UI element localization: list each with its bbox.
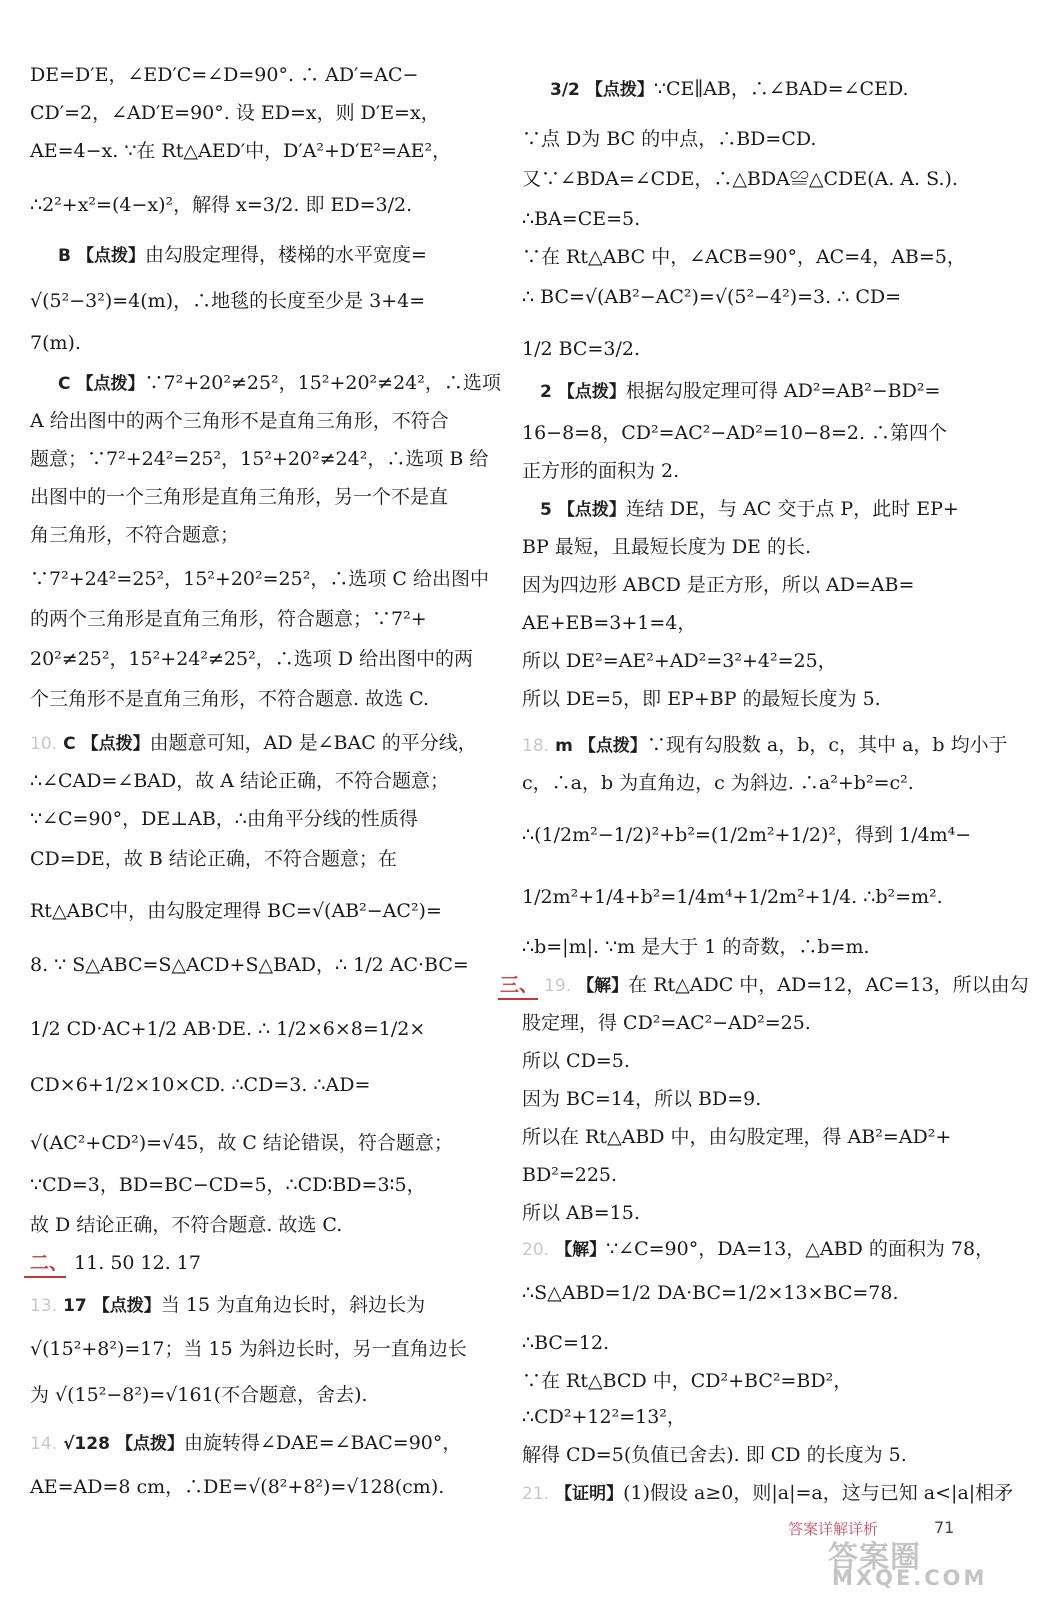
text-line: 股定理，得 CD²=AC²−AD²=25. [522,1012,811,1034]
text-line: 由勾股定理得，楼梯的水平宽度= [145,244,427,266]
answer-number: √128 [63,1434,110,1454]
text-line: CD=DE，故 B 结论正确，不符合题意；在 [30,848,397,870]
hint-tag: 【点拨】 [557,382,626,402]
text-line: ∵在 Rt△ABC 中，∠ACB=90°，AC=4，AB=5， [522,246,966,268]
hint-tag: 【点拨】 [76,374,145,394]
hint-tag: 【点拨】 [81,734,150,754]
text-line: 的两个三角形是直角三角形，符合题意；∵7²+ [30,608,427,630]
footer-label: 答案详解详析 [788,1520,879,1538]
text-line: ∵现有勾股数 a，b，c，其中 a，b 均小于 [646,734,1008,756]
text-line: 正方形的面积为 2. [522,460,680,482]
hint-tag: 【点拨】 [115,1434,184,1454]
text-line: 当 15 为直角边长时，斜边长为 [160,1294,426,1316]
text-line: ∵7²+20²≠25²，15²+20²≠24²，∴选项 [144,372,501,394]
text-line: ∴2²+x²=(4−x)²，解得 x=3/2. 即 ED=3/2. [30,194,413,216]
text-line: ∴S△ABD=1/2 DA·BC=1/2×13×BC=78. [522,1282,899,1304]
text-line: 故 D 结论正确，不符合题意. 故选 C. [30,1214,343,1236]
text-line: ∴BC=12. [522,1332,610,1354]
hint-tag: 【点拨】 [578,736,647,756]
text-line: ∴BA=CE=5. [522,208,641,230]
answer-number: 3/2 [550,80,580,100]
text-line: ∵CD=3，BD=BC−CD=5，∴CD∶BD=3∶5， [30,1174,426,1196]
site-watermark [822,1532,1032,1590]
text-line: 为 √(15²−8²)=√161(不合题意，舍去). [30,1384,368,1406]
text-line: 1/2 BC=3/2. [522,338,641,360]
hint-tag: 【点拨】 [92,1296,161,1316]
solution-tag: 【解】 [577,976,629,996]
text-line: BD²=225. [522,1164,618,1186]
text-line: 由题意可知，AD 是∠BAC 的平分线， [149,732,477,754]
text-line: ∴ BC=√(AB²−AC²)=√(5²−4²)=3. ∴ CD= [522,286,902,308]
text-line: 出图中的一个三角形是直角三角形，另一个不是直 [30,486,449,508]
answer-number: m [555,736,573,756]
text-line: ∵点 D为 BC 的中点，∴BD=CD. [522,128,817,150]
text-line: 所以 DE=5，即 EP+BP 的最短长度为 5. [522,688,881,710]
text-line: c，∴a，b 为直角边，c 为斜边. ∴a²+b²=c². [522,772,914,794]
text-line: √(AC²+CD²)=√45，故 C 结论错误，符合题意； [30,1132,453,1154]
hint-tag: 【点拨】 [585,80,654,100]
text-line: 根据勾股定理可得 AD²=AB²−BD²= [625,380,941,402]
text-line: DE=D′E，∠ED′C=∠D=90°. ∴ AD′=AC− [30,64,419,86]
text-line: AE+EB=3+1=4， [522,612,697,634]
text-line: 7(m). [30,332,81,354]
answer-index: 21. [522,1484,550,1504]
text-line: 题意；∵7²+24²=25²，15²+20²≠24²，∴选项 B 给 [30,448,489,470]
answer-index: 14. [30,1434,58,1454]
answer-number: C [58,374,71,394]
answer-index: 10. [30,734,58,754]
hint-tag: 【点拨】 [557,500,626,520]
text-line: CD′=2，∠AD′E=90°. 设 ED=x，则 D′E=x， [30,102,440,124]
text-line: 连结 DE，与 AC 交于点 P，此时 EP+ [625,498,959,520]
answer-number: 17 [63,1296,87,1316]
text-line: 因为四边形 ABCD 是正方形，所以 AD=AB= [522,574,915,596]
text-line: (1)假设 a≥0，则|a|=a，这与已知 a<|a|相矛 [623,1482,1014,1504]
answer-index: 18. [522,736,550,756]
text-line: ∵∠C=90°，DA=13，△ABD 的面积为 78， [606,1238,995,1260]
text-line: AE=AD=8 cm，∴DE=√(8²+8²)=√128(cm). [30,1476,445,1498]
text-line: 由旋转得∠DAE=∠BAC=90°， [183,1432,462,1454]
text-line: 所以在 Rt△ABD 中，由勾股定理，得 AB²=AD²+ [522,1126,952,1148]
watermark-url: MXQE.COM [832,1566,988,1590]
text-line: 1/2m²+1/4+b²=1/4m⁴+1/2m²+1/4. ∴b²=m². [522,886,943,908]
hint-tag: 【点拨】 [77,246,146,266]
text-line: ∴∠CAD=∠BAD，故 A 结论正确，不符合题意； [30,770,450,792]
text-line: 角三角形，不符合题意； [30,524,240,546]
solution-tag: 【解】 [555,1240,607,1260]
text-line: 1/2 CD·AC+1/2 AB·DE. ∴ 1/2×6×8=1/2× [30,1018,426,1040]
text-line: √(15²+8²)=17；当 15 为斜边长时，另一直角边长 [30,1338,467,1360]
page-number: 71 [934,1518,955,1537]
text-line: 20²≠25²，15²+24²≠25²，∴选项 D 给出图中的两 [30,648,474,670]
section-number: 二、 [30,1252,69,1274]
text-line: 8. ∵ S△ABC=S△ACD+S△BAD，∴ 1/2 AC·BC= [30,954,469,976]
text-line: 所以 AB=15. [522,1202,640,1224]
text-line: CD×6+1/2×10×CD. ∴CD=3. ∴AD= [30,1074,371,1096]
text-line: ∴b=|m|. ∵m 是大于 1 的奇数，∴b=m. [522,936,870,958]
text-line: AE=4−x. ∵在 Rt△AED′中，D′A²+D′E²=AE²， [30,140,452,162]
text-line: 在 Rt△ADC 中，AD=12，AC=13，所以由勾 [628,974,1029,996]
text-line: 因为 BC=14，所以 BD=9. [522,1088,762,1110]
text-line: ∴CD²+12²=13²， [522,1406,686,1428]
text-line: BP 最短，且最短长度为 DE 的长. [522,536,812,558]
answer-number: B [58,246,71,266]
text-line: ∵∠C=90°，DE⊥AB，∴由角平分线的性质得 [30,808,418,830]
text-line: 所以 CD=5. [522,1050,630,1072]
text-line: ∵在 Rt△BCD 中，CD²+BC²=BD²， [522,1370,853,1392]
text-line: ∵CE∥AB，∴∠BAD=∠CED. [653,78,909,100]
section-underline [498,998,538,1000]
section-underline [24,1276,66,1278]
proof-tag: 【证明】 [555,1484,624,1504]
text-line: ∴(1/2m²−1/2)²+b²=(1/2m²+1/2)²，得到 1/4m⁴− [522,824,972,846]
text-line: 又∵∠BDA=∠CDE，∴△BDA≌△CDE(A. A. S.). [522,168,958,190]
section-number: 三、 [500,974,539,996]
text-line: 所以 DE²=AE²+AD²=3²+4²=25， [522,650,837,672]
answer-number: C [63,734,76,754]
text-line: 11. 50 12. 17 [74,1252,201,1274]
text-line: 解得 CD=5(负值已舍去). 即 CD 的长度为 5. [522,1444,907,1466]
answer-number: 5 [540,500,552,520]
text-line: Rt△ABC中，由勾股定理得 BC=√(AB²−AC²)= [30,900,442,922]
text-line: ∵7²+24²=25²，15²+20²=25²，∴选项 C 给出图中 [30,568,489,590]
answer-index: 13. [30,1296,58,1316]
text-line: √(5²−3²)=4(m)，∴地毯的长度至少是 3+4= [30,290,426,312]
watermark-logo-text: 答案圈 [828,1540,921,1575]
answer-number: 2 [540,382,552,402]
text-line: 16−8=8，CD²=AC²−AD²=10−8=2. ∴第四个 [522,422,948,444]
text-line: 个三角形不是直角三角形，不符合题意. 故选 C. [30,688,430,710]
answer-index: 20. [522,1240,550,1260]
text-line: A 给出图中的两个三角形不是直角三角形，不符合 [30,410,449,432]
answer-index: 19. [544,976,572,996]
